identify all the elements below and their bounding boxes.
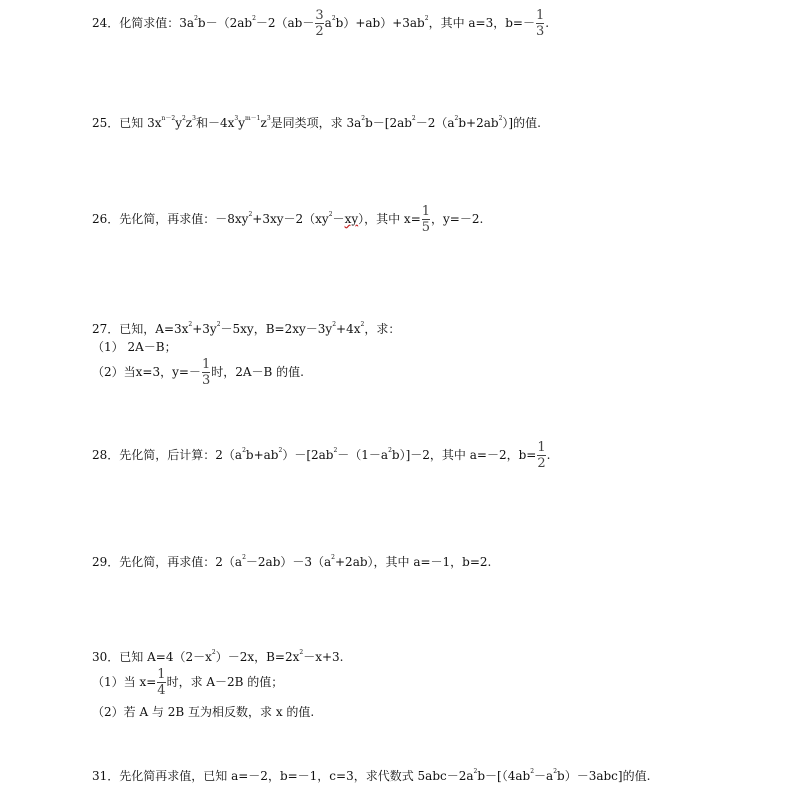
problem-25: 25．已知 $3x^{n-2}y^2z^3$和$-4x^3y^{m-1}z^3$是同类项，求 $3a^2b-[2ab^2-2(a^2b+2ab^2)]$的值. bbox=[92, 115, 541, 130]
problem-30: 30．已知 $A=4(2-x^2)-2x$，$B=2x^2-x+3$. bbox=[92, 649, 344, 664]
problem-27-part-1: （1） 2A－B； bbox=[92, 340, 177, 354]
problem-28: 28．先化简，后计算：$2(a^2b+ab^2)-[2ab^2-(1-a^2b)]-2$，其中 a=－2，b= $\frac{1}{2}$ . bbox=[92, 440, 551, 471]
problem-27: 27．已知，$A=3x^2+3y^2-5xy$，$B=2xy-3y^2+4x^2$，求： bbox=[92, 321, 401, 336]
wavy-underlined-term: xy bbox=[344, 212, 359, 226]
fraction: $\frac{1}{4}$ bbox=[157, 667, 166, 698]
fraction: $\frac{3}{2}$ bbox=[315, 8, 324, 39]
problem-30-part-1: （1）当 x= $\frac{1}{4}$ 时，求 A－2B 的值； bbox=[92, 667, 284, 698]
problem-29: 29．先化简，再求值：$2(a^2-2ab)-3(a^2+2ab)$，其中 a=－1，b=2. bbox=[92, 554, 492, 569]
problem-24: 24．化简求值：$3a^2b-(2ab^2-2(ab-$ $\frac{3}{2}$ $a^2b)+ab)+3ab^2$，其中 a=3，b=－ $\frac{1}{3}$ . bbox=[92, 8, 550, 39]
problem-27-part-2: （2）当x=3，y=－ $\frac{1}{3}$ 时，2A－B 的值. bbox=[92, 357, 304, 388]
problem-30-part-2: （2）若 A 与 2B 互为相反数，求 x 的值. bbox=[92, 705, 315, 719]
fraction: $\frac{1}{2}$ bbox=[537, 440, 546, 471]
problem-31: 31．先化简再求值，已知 a=－2，b=－1，c=3，求代数式 $5abc-2a^2b-[(4ab^2-a^2b)-3abc]$的值. bbox=[92, 768, 651, 783]
problem-26: 26．先化简，再求值：$-8xy^2+3xy-2(xy^2-xy)$，其中 x= $\frac{1}{5}$ ，y=－2. bbox=[92, 204, 484, 235]
fraction: $\frac{1}{5}$ bbox=[421, 204, 431, 235]
fraction: $\frac{1}{3}$ bbox=[201, 357, 211, 388]
fraction: $\frac{1}{3}$ bbox=[535, 8, 545, 39]
